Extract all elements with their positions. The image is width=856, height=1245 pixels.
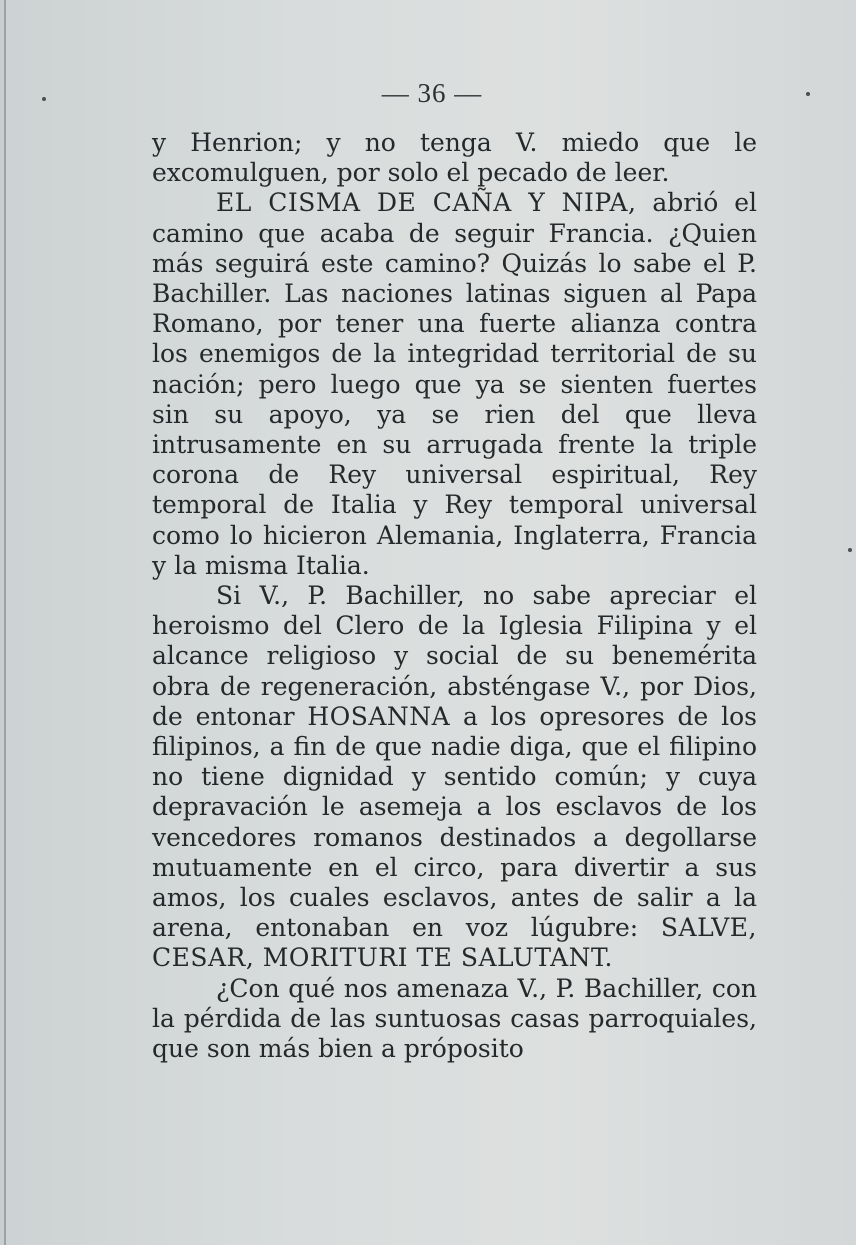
- paragraph-2-body: abrió el camino que acaba de seguir Francia. ¿Quien más seguirá este camino? Quizás lo sabe el P. Bachiller. Las naciones latinas siguen al Papa Romano, por tener una fuerte alianza contra los enemigos de la integridad territorial de su nación; pero luego que ya se sienten fuertes sin su apoyo, ya se rien del que lleva intrusamente en su arrugada frente la triple corona de Rey universal espiritual, Rey temporal de Italia y Rey temporal universal como lo hicieron Alemania, Inglaterra, Francia y la misma Italia.: [152, 188, 757, 580]
- print-speck: [806, 92, 810, 96]
- hosanna-caps: HOSANNA: [307, 701, 451, 731]
- page-number: — 36 —: [381, 78, 483, 108]
- print-speck: [42, 97, 46, 101]
- book-page: [4, 0, 856, 1245]
- paragraph-3: [152, 581, 757, 974]
- latin-quote-caps: SALVE, CESAR, MORITURI TE SALUTANT.: [152, 913, 757, 973]
- paragraph-1: y Henrion; y no tenga V. miedo que le excomulguen, por solo el pecado de leer.: [152, 128, 757, 188]
- body-text: [152, 128, 757, 1064]
- paragraph-3-part-1: Si V., P. Bachiller, no sabe apreciar el heroismo del Clero de la Iglesia Filipina y el alcance religioso y social de su benemérita obra de regeneración, absténgase V., por Dios, de entonar: [152, 581, 757, 731]
- print-speck: [848, 548, 852, 552]
- paragraph-3-part-2: a los opresores de los filipinos, a fin de que nadie diga, que el filipino no tiene dignidad y sentido común; y cuya depravación le asemeja a los esclavos de los vencedores romanos destinados a degollarse mutuamente en el circo, para divertir a sus amos, los cuales esclavos, antes de salir a la arena, entonaban en voz lúgubre:: [152, 701, 757, 943]
- schism-heading-text: EL CISMA DE CAÑA Y NIPA,: [216, 188, 637, 218]
- paragraph-2: [152, 188, 757, 581]
- paragraph-4: ¿Con qué nos amenaza V., P. Bachiller, con la pérdida de las suntuosas casas parroquiales, que son más bien a própos​ito: [152, 973, 757, 1064]
